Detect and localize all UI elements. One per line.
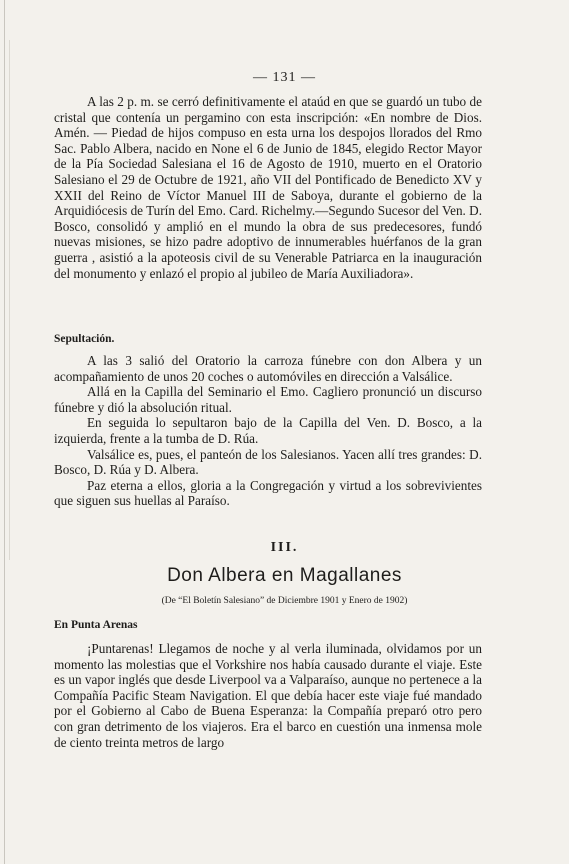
sepultacion-paragraph: Valsálice es, pues, el panteón de los Salesianos. Yacen allí tres grandes: D. Bosco, D. Rúa y D. Albera. (54, 446, 482, 478)
inscription-paragraph-block (54, 94, 482, 281)
section-heading-punta-arenas: En Punta Arenas (54, 619, 138, 631)
punta-arenas-paragraph-block (54, 641, 482, 750)
sepultacion-paragraph: En seguida lo sepultaron bajo de la Capilla del Ven. D. Bosco, a la izquierda, frente a la tumba de D. Rúa. (54, 415, 482, 446)
page-binding-shadow (9, 40, 10, 560)
inscription-paragraph: A las 2 p. m. se cerró definitivamente el ataúd en que se guardó un tubo de cristal que contenía un pergamino con esta inscripción: «En nombre de Dios. Amén. — Piedad de hijos compuso en esta urna los despojos llorados del Rmo Sac. Pablo Albera, nacido en None el 6 de Junio de 1845, elegido Rector Mayor de la Pía Sociedad Salesiana el 16 de Agosto de 1910, muerto en el Oratorio Salesiano el 29 de Octubre de 1921, año VII del Pontificado de Benedicto XV y XXII del Reino de Víctor Manuel III de Saboya, durante el gobierno de la Arquidiócesis de Turín del Emo. Card. Richelmy.—Segundo Sucesor del Ven. D. Bosco, consolidó y amplió en el mundo la obra de sus predecesores, fundó nuevas misiones, se hizo padre adoptivo de innumerables huérfanos de la gran guerra , asistió a la apoteosis civil de su Venerable Patriarca en la inauguración del monumento y enlazó el propio al jubileo de María Auxiliadora». (54, 94, 482, 281)
punta-arenas-paragraph: ¡Puntarenas! Llegamos de noche y al verla iluminada, olvidamos por un momento las molestias que el Vorkshire nos había causado durante el viaje. Este es un vapor inglés que desde Liverpool va a Valparaíso, aunque no pertenece a la Compañía Pacific Steam Navigation. El que debía hacer este viaje fué mandado por el Gobierno al Cabo de Buena Esperanza: la Compañía preparó otro pero con gran detrimento de los viajeros. Era el barco en cuestión una inmensa mole de ciento treinta metros de largo (54, 641, 482, 750)
page-number: — 131 — (253, 70, 316, 85)
sepultacion-paragraph: Paz eterna a ellos, gloria a la Congregación y virtud a los sobrevivientes que siguen sus huellas al Paraíso. (54, 477, 482, 509)
sepultacion-paragraph: A las 3 salió del Oratorio la carroza fúnebre con don Albera y un acompañamiento de unos 20 coches o automóviles en dirección a Valsálice. (54, 353, 482, 384)
source-note: (De “El Boletín Salesiano” de Diciembre 1901 y Enero de 1902) (161, 596, 408, 606)
chapter-title: Don Albera en Magallanes (167, 565, 402, 586)
sepultacion-paragraphs (54, 353, 482, 509)
chapter-number: III. (270, 540, 299, 555)
sepultacion-paragraph: Allá en la Capilla del Seminario el Emo. Cagliero pronunció un discurso fúnebre y dió la absolución ritual. (54, 384, 482, 415)
section-heading-sepultacion: Sepultación. (54, 333, 115, 345)
page-binding-edge (4, 0, 5, 864)
